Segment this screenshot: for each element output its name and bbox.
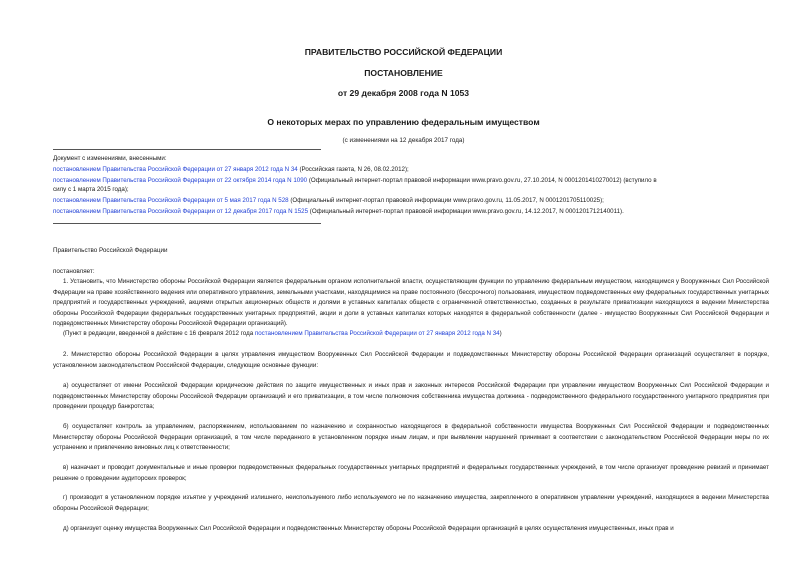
change-item xyxy=(53,208,624,215)
divider-bottom xyxy=(53,223,321,224)
change-item xyxy=(53,197,604,204)
amendment-source: (Официальный интернет-портал правовой информации www.pravo.gov.ru, 14.12.2017, N 0001201712140011). xyxy=(308,208,624,215)
paragraph-1: 1. Установить, что Министерство обороны Российской Федерации является федеральным органом исполнительной власти, осуществляющим функции по управлению федеральным имуществом, находящимся у Вооруженных Сил Российской Федерации на праве хозяйственного ведения или оперативного управления, земельными участками, находящимися на праве постоянного (бессрочного) пользования, имуществом подведомственных ему федеральных государственных унитарных предприятий и государственных учреждений, акциями открытых акционерных обществ и долями в уставных капиталах обществ с ограниченной ответственностью, созданных в результате приватизации находящихся в ведении Министерства обороны Российской Федерации федеральных государственных унитарных предприятий, акции и доли в уставных капиталах которых находятся в федеральной собственности (далее - имущество Вооруженных Сил Российской Федерации и подведомственных Министерству обороны Российской Федерации организаций). xyxy=(53,278,769,327)
note-prefix: (Пункт в редакции, введенной в действие с 16 февраля 2012 года xyxy=(63,330,255,337)
paragraph-2b: б) осуществляет контроль за управлением, распоряжением, использованием по назначению и сохранностью находящегося в федеральной собственности имущества Вооруженных Сил Российской Федерации и подведомственных Министерству обороны Российской Федерации организаций, в том числе переданного в установленном порядке иным лицам, и при выявлении нарушений принимает в соответствии с законодательством Российской Федерации меры по их устранению и привлечению виновных лиц к ответственности; xyxy=(53,423,769,451)
change-item xyxy=(53,177,657,184)
amendment-source: (Официальный интернет-портал правовой информации www.pravo.gov.ru, 27.10.2014, N 0001201410270012) (вступило в xyxy=(307,177,657,184)
document-title: О некоторых мерах по управлению федеральным имуществом xyxy=(267,117,540,127)
revision-note: (с изменениями на 12 декабря 2017 года) xyxy=(342,137,465,144)
divider-top xyxy=(53,149,321,150)
government-line: Правительство Российской Федерации xyxy=(53,247,168,254)
changes-intro: Документ с изменениями, внесенными: xyxy=(53,155,167,162)
amendment-link[interactable]: постановлением Правительства Российской Федерации от 27 января 2012 года N 34 xyxy=(254,330,500,337)
amendment-source: (Официальный интернет-портал правовой информации www.pravo.gov.ru, 11.05.2017, N 0001201705110025); xyxy=(288,197,604,204)
amendment-link[interactable]: постановлением Правительства Российской Федерации от 27 января 2012 года N 34 xyxy=(53,166,298,173)
paragraph-2g: г) производит в установленном порядке изъятие у учреждений излишнего, неиспользуемого либо используемого не по назначению имущества, закрепленного в оперативном управлении учреждений, находящихся в ведении Министерства обороны Российской Федерации; xyxy=(53,494,769,512)
resolves-line: постановляет: xyxy=(53,268,95,275)
amendment-link[interactable]: постановлением Правительства Российской Федерации от 22 октября 2014 года N 1090 xyxy=(53,177,308,184)
paragraph-2v: в) назначает и проводит документальные и иные проверки подведомственных федеральных государственных унитарных предприятий и федеральных государственных учреждений, в том числе организует проведение ревизий и принимает решение о проведении аудиторских проверок; xyxy=(53,464,769,482)
amendment-link[interactable]: постановлением Правительства Российской Федерации от 5 мая 2017 года N 528 xyxy=(53,197,289,204)
government-heading: ПРАВИТЕЛЬСТВО РОССИЙСКОЙ ФЕДЕРАЦИИ xyxy=(304,47,503,57)
document-type: ПОСТАНОВЛЕНИЕ xyxy=(364,68,443,78)
note-suffix: ) xyxy=(499,330,502,337)
paragraph-2a: а) осуществляет от имени Российской Федерации юридические действия по защите имущественных и иных прав и законных интересов Российской Федерации при управлении имуществом Вооруженных Сил Российской Федерации и подведомственных Министерству обороны Российской Федерации организаций и его приватизации, в том числе полномочия собственника имущества должника - подведомственного федерального государственного унитарного предприятия при проведении процедур банкротства; xyxy=(53,382,769,410)
paragraph-1-note xyxy=(53,329,769,340)
document-date-number: от 29 декабря 2008 года N 1053 xyxy=(337,88,470,98)
change-item-continuation: силу с 1 марта 2015 года); xyxy=(53,186,129,193)
amendment-source: (Российская газета, N 26, 08.02.2012); xyxy=(297,166,409,173)
paragraph-2: 2. Министерство обороны Российской Федерации в целях управления имуществом Вооруженных Сил Российской Федерации и подведомственных Министерству обороны Российской Федерации организаций осуществляет в порядке, установленном законодательством Российской Федерации, следующие основные функции: xyxy=(53,351,769,369)
paragraph-2d: д) организует оценку имущества Вооруженных Сил Российской Федерации и подведомственных Министерству обороны Российской Федерации организаций в целях осуществления имущественных, иных прав и xyxy=(63,525,674,532)
change-item xyxy=(53,166,409,173)
amendment-link[interactable]: постановлением Правительства Российской Федерации от 12 декабря 2017 года N 1525 xyxy=(53,208,309,215)
